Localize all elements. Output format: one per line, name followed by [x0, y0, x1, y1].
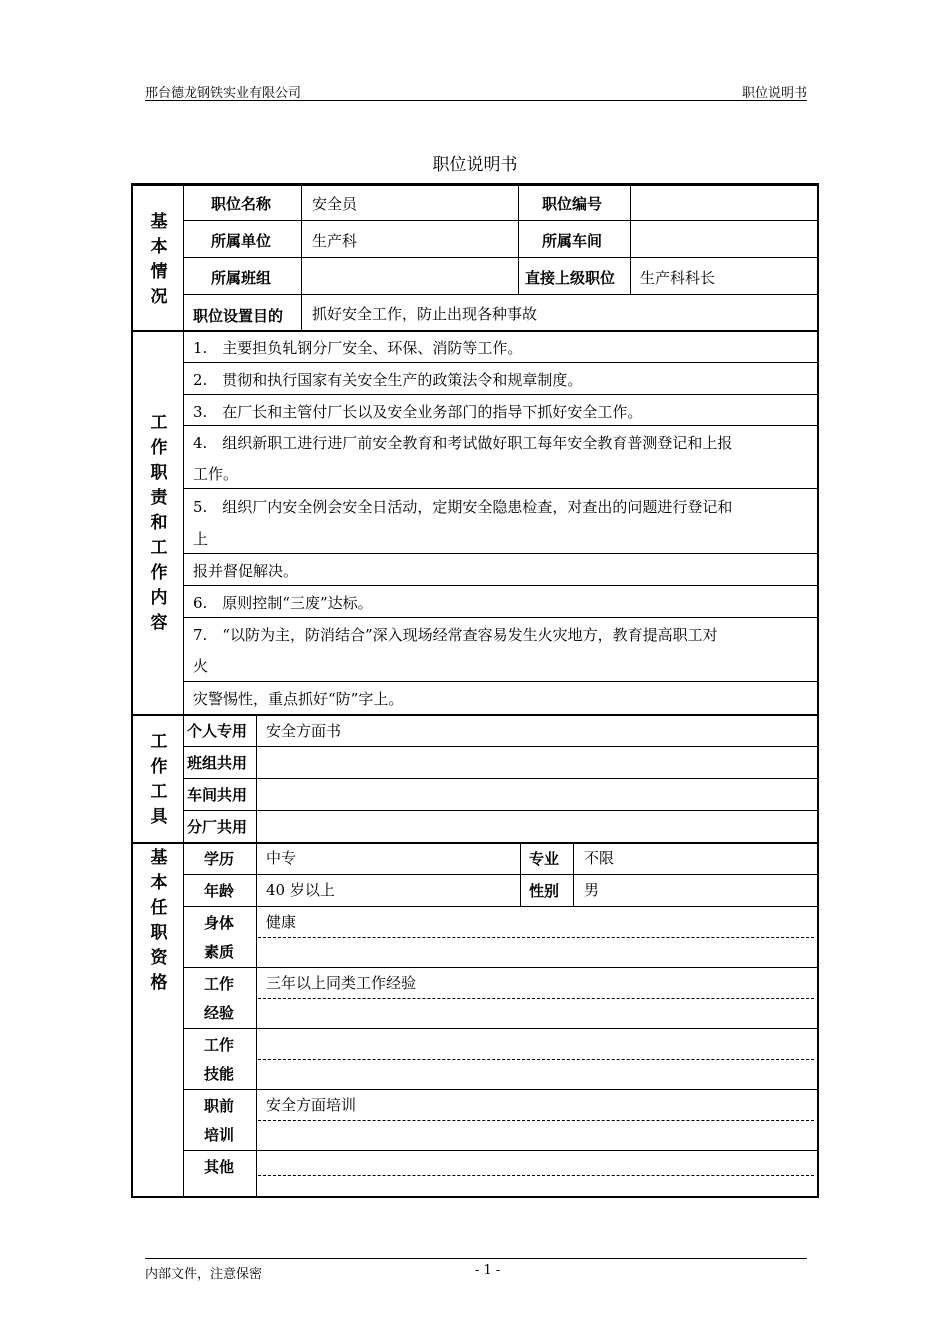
position-code-label: 职位编号: [542, 195, 603, 213]
section-duties-label: 工 作 职 责 和 工 作 内 容: [150, 413, 168, 633]
major-label: 专业: [529, 850, 560, 868]
tools-personal-label: 个人专用: [187, 722, 248, 740]
duty-line: 6. 原则控制“三废”达标。: [193, 594, 373, 612]
document-title: 职位说明书: [432, 155, 518, 175]
footer-note: 内部文件，注意保密: [145, 1267, 263, 1282]
education-label: 学历: [204, 850, 235, 868]
tools-personal-value: 安全方面书: [266, 722, 342, 740]
unit-value: 生产科: [312, 232, 358, 250]
training-label-2: 培训: [204, 1126, 235, 1144]
section-basic-info-label: 基 本 情 况: [150, 212, 168, 307]
duty-line: 4. 组织新职工进行进厂前安全教育和考试做好职工每年安全教育普测登记和上报: [193, 434, 733, 452]
tools-branch-label: 分厂共用: [187, 818, 248, 836]
experience-label-1: 工作: [204, 975, 235, 993]
page-header: [145, 80, 807, 101]
page-number: - 1 -: [475, 1263, 501, 1278]
page-footer: [145, 1258, 807, 1282]
experience-value: 三年以上同类工作经验: [266, 974, 417, 992]
duty-line: 1. 主要担负轧钢分厂安全、环保、消防等工作。: [193, 339, 523, 357]
position-name-label: 职位名称: [211, 195, 272, 213]
education-value: 中专: [266, 849, 297, 867]
tools-workshop-label: 车间共用: [187, 786, 248, 804]
position-name-value: 安全员: [312, 195, 358, 213]
company-name: 邢台德龙钢铁实业有限公司: [145, 86, 302, 101]
training-label-1: 职前: [204, 1097, 235, 1115]
physical-label-2: 素质: [204, 943, 235, 961]
duty-line: 火: [193, 657, 209, 675]
skills-label-2: 技能: [204, 1065, 235, 1083]
major-value: 不限: [584, 849, 615, 867]
header-doc-type: 职位说明书: [741, 86, 807, 101]
duty-line: 7. “以防为主，防消结合”深入现场经常查容易发生火灾地方，教育提高职工对: [193, 626, 718, 644]
duty-line: 2. 贯彻和执行国家有关安全生产的政策法令和规章制度。: [193, 371, 583, 389]
superior-value: 生产科科长: [640, 269, 716, 287]
purpose-value: 抓好安全工作，防止出现各种事故: [312, 305, 538, 323]
training-value: 安全方面培训: [266, 1096, 357, 1114]
team-label: 所属班组: [211, 269, 272, 287]
age-label: 年龄: [204, 882, 235, 900]
gender-value: 男: [584, 881, 600, 899]
duty-line: 灾警惕性，重点抓好“防”字上。: [193, 690, 404, 708]
section-tools-label: 工 作 工 具: [150, 732, 168, 827]
unit-label: 所属单位: [211, 232, 272, 250]
tools-team-label: 班组共用: [187, 754, 248, 772]
skills-label-1: 工作: [204, 1036, 235, 1054]
duty-line: 上: [193, 530, 209, 548]
gender-label: 性别: [529, 882, 560, 900]
duty-line: 报并督促解决。: [193, 562, 299, 580]
other-label: 其他: [204, 1158, 235, 1176]
experience-label-2: 经验: [204, 1004, 235, 1022]
purpose-label: 职位设置目的: [193, 307, 284, 325]
superior-label: 直接上级职位: [525, 269, 616, 287]
workshop-label: 所属车间: [542, 232, 603, 250]
duty-line: 3. 在厂长和主管付厂长以及安全业务部门的指导下抓好安全工作。: [193, 403, 643, 421]
duty-line: 工作。: [193, 465, 239, 483]
section-qualifications-label: 基 本 任 职 资 格: [150, 848, 168, 993]
physical-value: 健康: [266, 913, 297, 931]
age-value: 40 岁以上: [266, 881, 335, 899]
physical-label-1: 身体: [204, 914, 235, 932]
duty-line: 5. 组织厂内安全例会安全日活动，定期安全隐患检查，对查出的问题进行登记和: [193, 498, 733, 516]
